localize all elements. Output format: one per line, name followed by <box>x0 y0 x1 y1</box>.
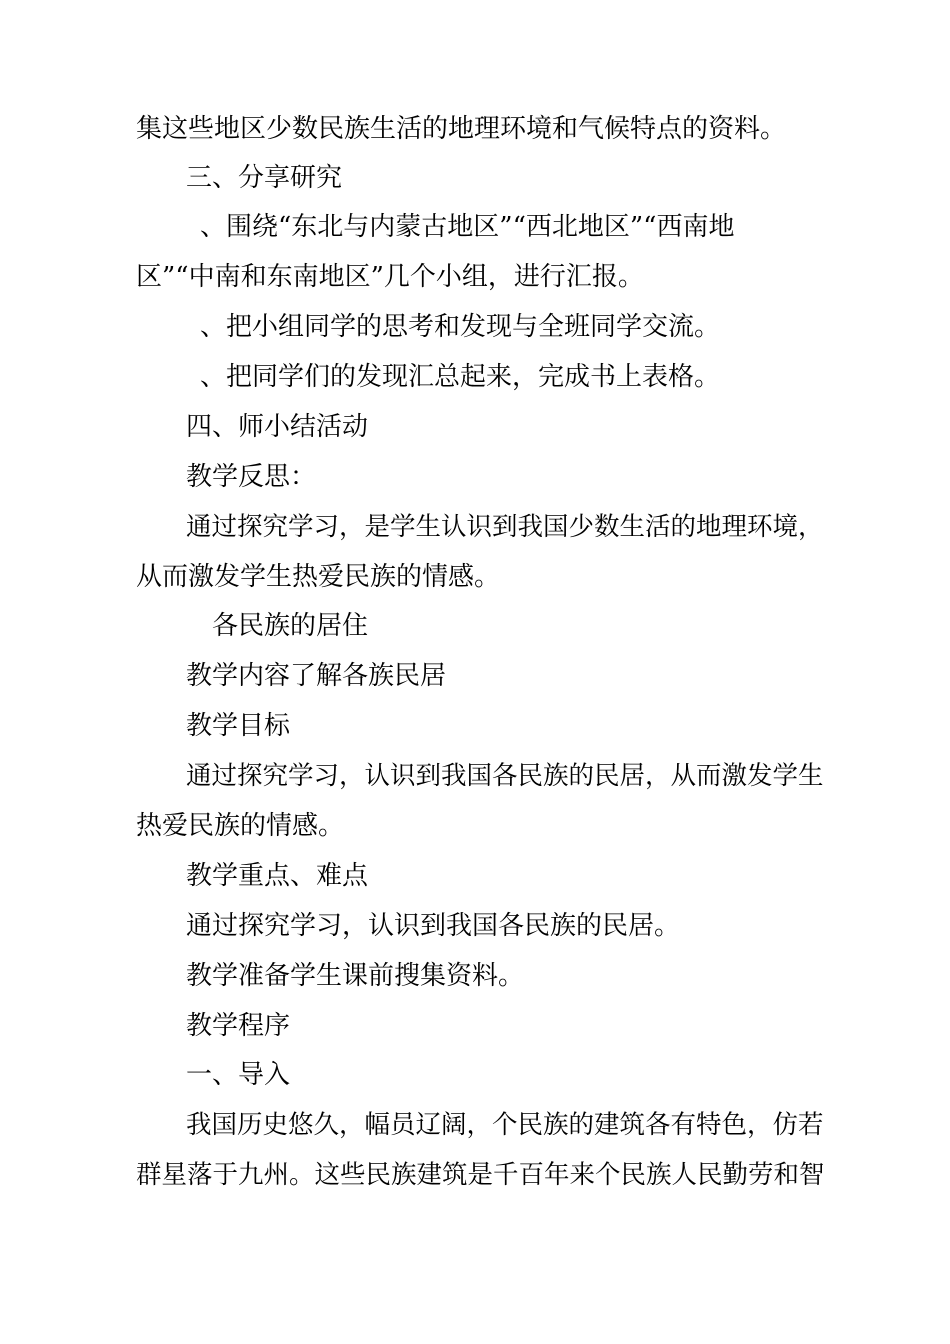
text-line-21: 我国历史悠久，幅员辽阔，个民族的建筑各有特色，仿若 <box>186 1110 824 1140</box>
section-heading-share-research: 三、分享研究 <box>186 163 343 193</box>
text-line-4: 区”“中南和东南地区”几个小组，进行汇报。 <box>136 262 644 292</box>
text-line-22: 群星落于九州。这些民族建筑是千百年来个民族人民勤劳和智 <box>136 1160 825 1190</box>
heading-key-points: 教学重点、难点 <box>186 861 369 891</box>
heading-teaching-procedure: 教学程序 <box>186 1011 291 1041</box>
text-line-17: 通过探究学习，认识到我国各民族的民居。 <box>186 911 681 941</box>
text-line-1: 集这些地区少数民族生活的地理环境和气候特点的资料。 <box>136 114 787 144</box>
text-line-14: 通过探究学习，认识到我国各民族的民居，从而激发学生 <box>186 761 824 791</box>
text-line-18: 教学准备学生课前搜集资料。 <box>186 961 525 991</box>
text-line-10: 从而激发学生热爱民族的情感。 <box>136 562 501 592</box>
text-line-5: 、把小组同学的思考和发现与全班同学交流。 <box>200 312 721 342</box>
text-line-6: 、把同学们的发现汇总起来，完成书上表格。 <box>200 362 721 392</box>
lesson-title: 各民族的居住 <box>212 611 369 641</box>
text-line-15: 热爱民族的情感。 <box>136 811 345 841</box>
heading-teaching-reflection: 教学反思： <box>186 462 317 492</box>
heading-teaching-objectives: 教学目标 <box>186 711 291 741</box>
section-heading-teacher-summary: 四、师小结活动 <box>186 412 369 442</box>
section-heading-introduction: 一、导入 <box>186 1060 291 1090</box>
text-line-9: 通过探究学习，是学生认识到我国少数生活的地理环境， <box>186 512 824 542</box>
text-line-3: 、围绕“东北与内蒙古地区”“西北地区”“西南地 <box>200 212 735 242</box>
text-line-12: 教学内容了解各族民居 <box>186 661 447 691</box>
